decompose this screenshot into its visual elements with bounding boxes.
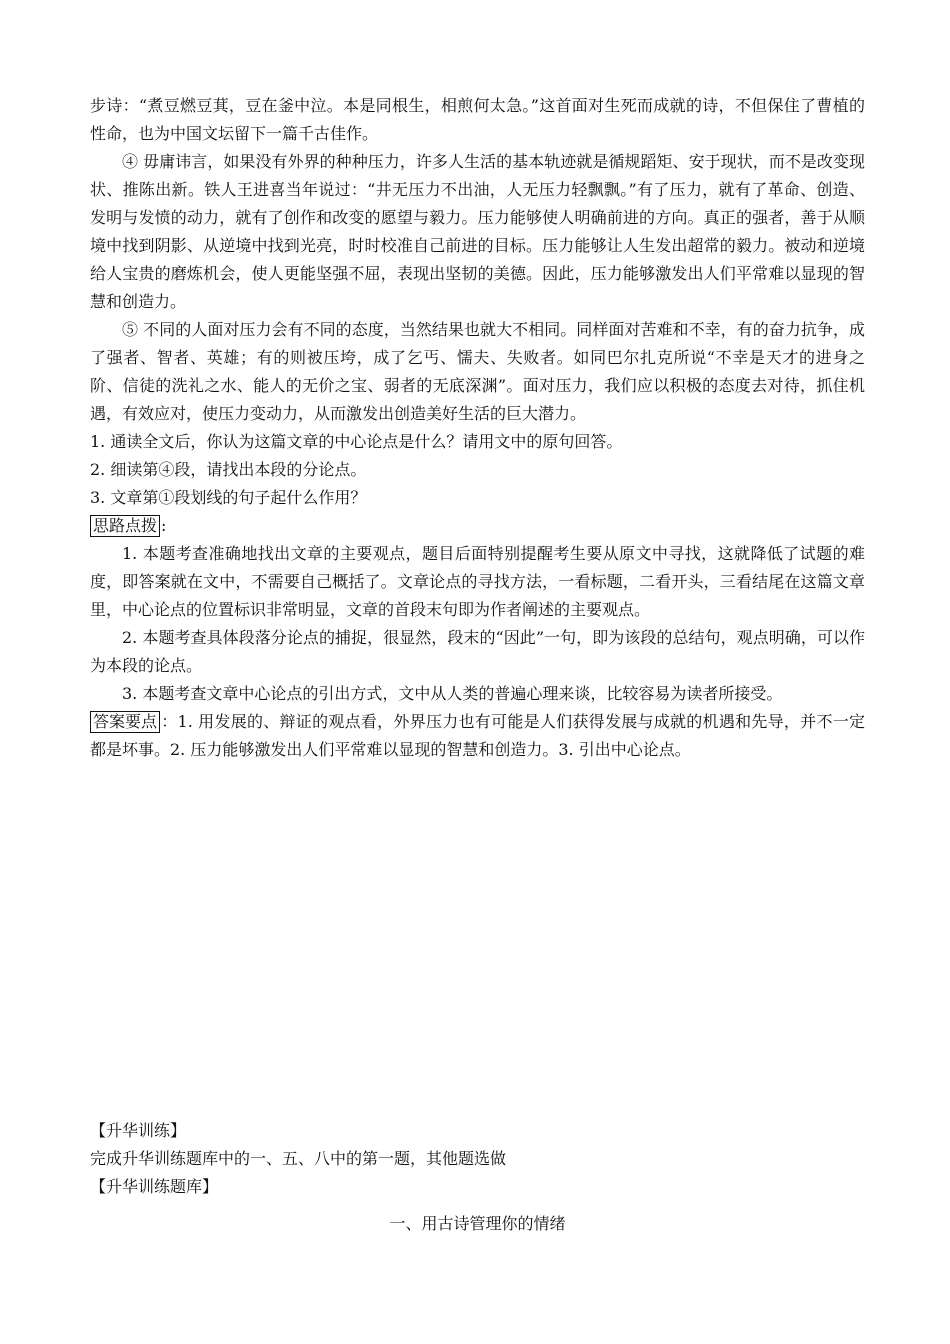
hint-3: 3. 本题考查文章中心论点的引出方式，文中从人类的普遍心理来谈，比较容易为读者所接受。 [122,684,783,703]
answers-paragraph [90,708,865,764]
answers-label-box: 答案要点 [90,711,160,733]
section-heading-question-bank: 【升华训练题库】 [90,1177,219,1196]
training-instruction: 完成升华训练题库中的一、五、八中的第一题，其他题选做 [90,1149,507,1168]
hint-2: 2. 本题考查具体段落分论点的捕捉，很显然，段末的“因此”一句，即为该段的总结句，观点明确，可以作为本段的论点。 [90,628,865,675]
paragraph-4: ④ 毋庸讳言，如果没有外界的种种压力，许多人生活的基本轨迹就是循规蹈矩、安于现状，而不是改变现状、推陈出新。铁人王进喜当年说过：“井无压力不出油，人无压力轻飘飘。”有了压力，就有了革命、创造、发明与发愤的动力，就有了创作和改变的愿望与毅力。压力能够使人明确前进的方向。真正的强者，善于从顺境中找到阴影、从逆境中找到光亮，时时校准自己前进的目标。压力能够让人生发出超常的毅力。被动和逆境给人宝贵的磨炼机会，使人更能坚强不屈，表现出坚韧的美德。因此，压力能够激发出人们平常难以显现的智慧和创造力。 [90,152,865,311]
question-2: 2. 细读第④段，请找出本段的分论点。 [90,460,367,479]
hints-colon: : [161,516,167,535]
section-heading-training: 【升华训练】 [90,1121,187,1140]
question-3: 3. 文章第①段划线的句子起什么作用？ [90,488,367,507]
hints-heading [90,512,865,540]
poem-section-title: 一、用古诗管理你的情绪 [389,1214,566,1233]
answers-text: ：1. 用发展的、辩证的观点看，外界压力也有可能是人们获得发展与成就的机遇和先导，并不一定都是坏事。2. 压力能够激发出人们平常难以显现的智慧和创造力。3. 引出中心论点。 [90,712,865,759]
question-1: 1. 通读全文后，你认为这篇文章的中心论点是什么？请用文中的原句回答。 [90,432,623,451]
hints-block [90,540,865,708]
hints-label-box: 思路点拨 [90,515,160,537]
paragraph-5: ⑤ 不同的人面对压力会有不同的态度，当然结果也就大不相同。同样面对苦难和不幸，有的奋力抗争，成了强者、智者、英雄；有的则被压垮，成了乞丐、懦夫、失败者。如同巴尔扎克所说“不幸是天才的进身之阶、信徒的洗礼之水、能人的无价之宝、弱者的无底深渊”。面对压力，我们应以积极的态度去对待，抓住机遇，有效应对，使压力变动力，从而激发出创造美好生活的巨大潜力。 [90,320,865,423]
paragraph-3-continued: 步诗：“煮豆燃豆萁，豆在釜中泣。本是同根生，相煎何太急。”这首面对生死而成就的诗，不但保住了曹植的性命，也为中国文坛留下一篇千古佳作。 [90,96,865,143]
hint-1: 1. 本题考查准确地找出文章的主要观点，题目后面特别提醒考生要从原文中寻找，这就降低了试题的难度，即答案就在文中，不需要自己概括了。文章论点的寻找方法，一看标题，二看开头，三看结尾在这篇文章里，中心论点的位置标识非常明显，文章的首段末句即为作者阐述的主要观点。 [90,544,865,619]
article-body [90,92,865,764]
training-section [90,1117,865,1238]
